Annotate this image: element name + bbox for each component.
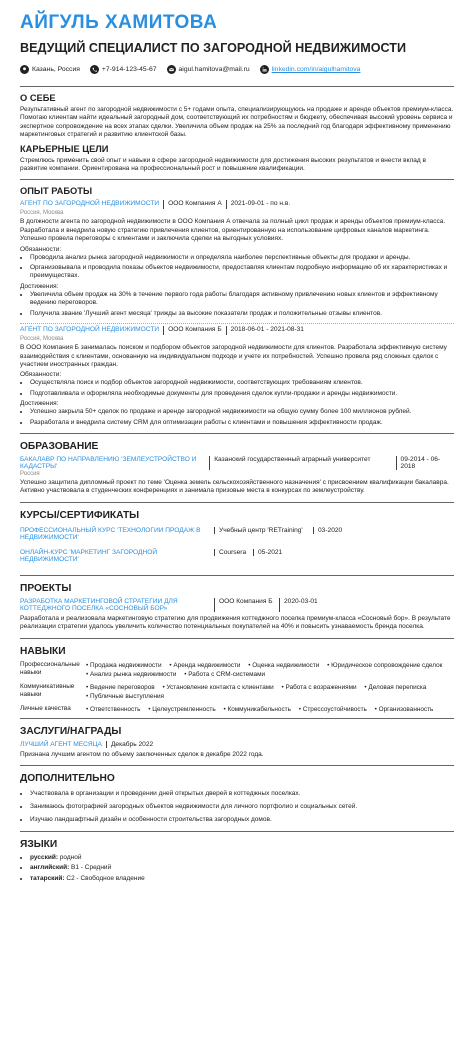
divider [20,831,454,832]
list-item: • Получила звание 'Лучший агент месяца' трижды за высокие показатели продаж и положительные отзывы клиентов. [30,310,454,318]
goals-text: Стремлюсь применить свой опыт и навыки в сфере загородной недвижимости для достижения высоких результатов и внести вклад в развитие компании. Ориентирована на профессиональный рост и повышение квалификации. [20,156,426,173]
language-item [30,854,454,862]
project-entry [20,598,454,612]
list-item: • Успешно закрыла 50+ сделок по продаже и аренде загородной недвижимости на общую сумму более 100 миллионов рублей. [30,408,454,416]
awards-heading: ЗАСЛУГИ/НАГРАДЫ [20,725,122,737]
course-title: ОНЛАЙН-КУРС 'МАРКЕТИНГ ЗАГОРОДНОЙ НЕДВИЖИМОСТИ' [20,548,158,563]
skill-item: • Аренда недвижимости [169,662,240,669]
project-date: 2020-03-01 [279,598,318,612]
job-entry [20,200,454,318]
course-org: Учебный центр 'RETraining' [214,527,309,534]
job-location: Россия, Москва [20,210,64,217]
job-title: АГЕНТ ПО ЗАГОРОДНОЙ НЕДВИЖИМОСТИ [20,326,160,334]
linkedin-icon [260,65,269,74]
skill-item: • Стрессоустойчивость [299,706,367,713]
school-name: Казанский государственный аграрный университет [209,456,391,470]
job-company: ООО Компания А [168,200,222,208]
job-dates: 2018-06-01 - 2021-08-31 [230,326,304,334]
skill-item: • Оценка недвижимости [248,662,319,669]
duties-label: Обязанности: [20,245,62,253]
duties-label: Обязанности: [20,371,62,379]
courses-heading: КУРСЫ/СЕРТИФИКАТЫ [20,509,140,521]
skill-item: • Ответственность [86,706,141,713]
divider [20,502,454,503]
skill-item: • Коммуникабельность [223,706,290,713]
job-location: Россия, Москва [20,336,64,343]
linkedin-link[interactable]: linkedin.com/in/aigulhamitova [271,66,361,73]
education-heading: ОБРАЗОВАНИЕ [20,440,99,452]
award-title: ЛУЧШИЙ АГЕНТ МЕСЯЦА [20,740,102,748]
divider [20,179,454,180]
achievements-label: Достижения: [20,282,59,290]
skill-item: • Установление контакта с клиентами [162,684,273,691]
skill-group-label: Личные качества [20,704,71,712]
list-item: • Занимаюсь фотографией загородных объектов недвижимости для личного портфолио и социальных сетей. [30,801,454,812]
divider [20,638,454,639]
additional-heading: ДОПОЛНИТЕЛЬНО [20,772,115,784]
list-item: • Подготавливала и оформляла необходимые документы для проведения сделок купли-продажи и аренды недвижимости. [30,390,454,398]
language-level: родной [59,853,82,861]
job-company: ООО Компания Б [168,326,222,334]
job-entry [20,326,454,427]
language-level: B1 - Средний [71,864,112,872]
about-text: Результативный агент по загородной недвижимости с 5+ годами опыта, специализирующуюсь на продаже и аренде объектов премиум-класса. Помогаю клиентам найти идеальный загородный дом, соответствующий их потребностям и бюджету, обеспечивая высокий уровень сервиса и экспертное сопровождение на всех этапах сделки. Увеличила объем продаж на 25% за последний год благодаря эффективному применению маркетинговых стратегий и развитию клиентской базы. [20,106,454,139]
education-location: Россия [20,470,40,477]
award-entry [20,741,454,748]
job-summary: В ООО Компания Б занималась поиском и подбором объектов загородной недвижимости для клиентов. Разработала эффективную систему взаимодействия с клиентами, основанную на индивидуальном подходе и учете их потребностей. Успешно провела ряд сложных сделок с участием иностранных граждан. [20,344,447,368]
project-text: Разработала и реализовала маркетинговую стратегию для продвижения коттеджного поселка премиум-класса «Сосновый бор». В результате реализации стратегии удалось увеличить количество потенциальных покупателей на 40% и повысить узнаваемость бренда поселка. [20,614,451,631]
list-item: • Участвовала в организации и проведении дней открытых дверей в коттеджных поселках. [30,788,454,799]
skill-item: • Работа с возражениями [282,684,357,691]
list-item: • Осуществляла поиск и подбор объектов загородной недвижимости, соответствующих требованиям клиентов. [30,379,454,387]
contact-bar [20,65,454,74]
achievements-label: Достижения: [20,400,59,408]
skill-item: • Деловая переписка [364,684,426,691]
list-item: • Проводила анализ рынка загородной недвижимости и определяла наиболее перспективные объекты для продажи и аренды. [30,254,454,262]
skill-group [20,661,454,679]
candidate-name: АЙГУЛЬ ХАМИТОВА [20,12,218,33]
languages-heading: ЯЗЫКИ [20,838,58,850]
goals-heading: КАРЬЕРНЫЕ ЦЕЛИ [20,143,109,154]
contact-email[interactable] [167,65,250,74]
degree-title: БАКАЛАВР ПО НАПРАВЛЕНИЮ 'ЗЕМЛЕУСТРОЙСТВО И КАДАСТРЫ' [20,455,197,470]
contact-linkedin[interactable] [260,65,361,74]
skills-heading: НАВЫКИ [20,645,66,657]
list-item: • Увеличила объем продаж на 30% в течение первого года работы благодаря активному привлечению новых клиентов и эффективному ведению переговоров. [30,291,454,308]
project-company: ООО Компания Б [214,598,275,612]
location-icon [20,65,29,74]
divider [20,765,454,766]
skill-item: • Целеустремленность [148,706,215,713]
location-text: Казань, Россия [32,66,80,73]
education-entry [20,456,454,470]
course-date: 03-2020 [313,527,342,534]
candidate-title: ВЕДУЩИЙ СПЕЦИАЛИСТ ПО ЗАГОРОДНОЙ НЕДВИЖИМОСТИ [20,41,407,55]
about-heading: О СЕБЕ [20,93,56,103]
divider [20,718,454,719]
education-dates: 09-2014 - 06-2018 [396,456,454,470]
skill-item: • Юридическое сопровождение сделок [327,662,442,669]
contact-location [20,65,80,74]
email-text: aigul.hamitova@mail.ru [178,66,250,73]
divider [20,575,454,576]
course-org: Coursera [214,549,249,556]
course-date: 05-2021 [253,549,282,556]
language-name: татарский: [30,874,65,882]
skill-item: • Продажа недвижимости [86,662,162,669]
list-item: • Разработала и внедрила систему CRM для оптимизации работы с клиентами и повышения эффективности продаж. [30,419,454,427]
projects-heading: ПРОЕКТЫ [20,582,72,594]
experience-heading: ОПЫТ РАБОТЫ [20,186,93,197]
language-name: английский: [30,864,70,872]
language-level: C2 - Свободное владение [66,874,145,882]
award-text: Признана лучшим агентом по объему заключенных сделок в декабре 2022 года. [20,750,264,758]
skill-group [20,683,454,701]
course-entry [20,527,454,541]
course-entry [20,549,454,563]
skill-item: • Работа с CRM-системами [184,671,265,678]
divider [20,323,454,324]
skill-group-label: Профессиональные навыки [20,660,80,676]
language-item [30,864,454,872]
skill-item: • Ведение переговоров [86,684,155,691]
email-icon [167,65,176,74]
skill-group [20,705,454,714]
divider [20,433,454,434]
list-item: • Изучаю ландшафтный дизайн и особенности строительства загородных домов. [30,814,454,825]
course-title: ПРОФЕССИОНАЛЬНЫЙ КУРС 'ТЕХНОЛОГИИ ПРОДАЖ В НЕДВИЖИМОСТИ' [20,526,201,541]
job-summary: В должности агента по загородной недвижимости в ООО Компания А отвечала за полный цикл продаж и аренды объектов премиум-класса. Разработала и внедрила новую стратегию привлечения клиентов, ориентированную на использование цифровых каналов маркетинга. Успешно провела переговоры с клиентами и заключила сделки на выгодных условиях. [20,218,446,243]
skill-item: • Организованность [375,706,434,713]
education-text: Успешно защитила дипломный проект по теме 'Оценка земель сельскохозяйственного назначения' с присвоением квалификации бакалавра. Активно участвовала в студенческих конференциях и занимала призовые места в конкурсах по землеустройству. [20,478,449,495]
skill-group-label: Коммуникативные навыки [20,682,75,698]
skills-table [20,661,454,714]
skill-item: • Анализ рынка недвижимости [86,671,176,678]
list-item: • Организовывала и проводила показы объектов недвижимости, предоставляя клиентам подробную информацию об их характеристиках и преимуществах. [30,264,454,281]
language-item [30,875,454,883]
divider [20,86,454,87]
project-title: РАЗРАБОТКА МАРКЕТИНГОВОЙ СТРАТЕГИИ ДЛЯ КОТТЕДЖНОГО ПОСЕЛКА «СОСНОВЫЙ БОР» [20,597,178,612]
skill-item: • Публичные выступления [86,693,164,700]
job-dates: 2021-09-01 - по н.в. [230,200,291,208]
job-title: АГЕНТ ПО ЗАГОРОДНОЙ НЕДВИЖИМОСТИ [20,200,160,208]
phone-text: +7-914-123-45-67 [101,66,157,73]
award-date: Декабрь 2022 [106,741,153,748]
contact-phone[interactable] [90,65,157,74]
phone-icon [90,65,99,74]
language-name: русский: [30,853,58,861]
